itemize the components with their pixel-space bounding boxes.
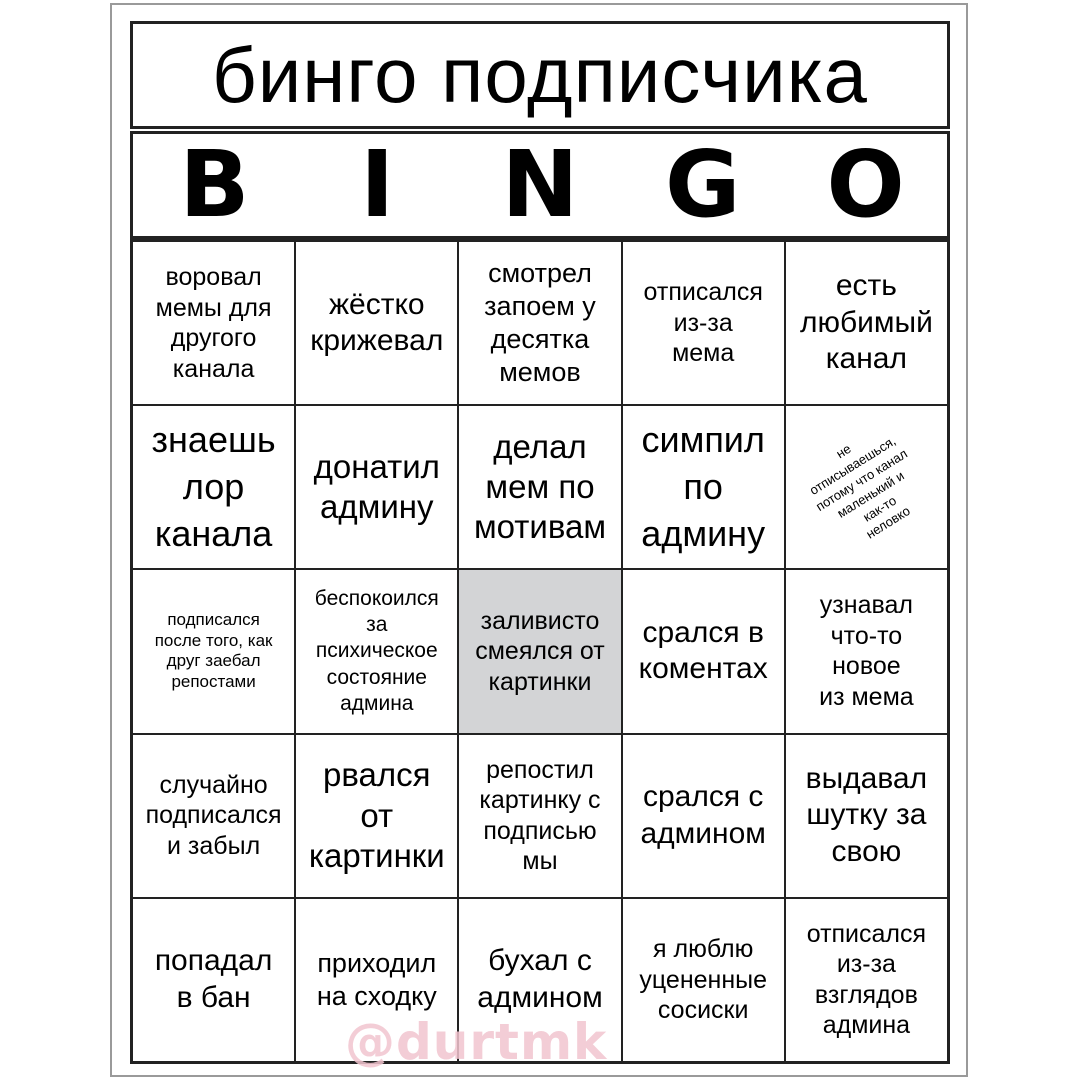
bingo-grid xyxy=(130,239,950,1064)
bingo-cell: отписался из-за мема xyxy=(622,241,785,405)
bingo-cell: рвался от картинки xyxy=(295,734,458,898)
bingo-cell: узнавал что-то новое из мема xyxy=(785,569,948,733)
bingo-cell: симпил по админу xyxy=(622,405,785,569)
bingo-cell: приходил на сходку xyxy=(295,898,458,1062)
bingo-cell: я люблю уцененные сосиски xyxy=(622,898,785,1062)
bingo-cell: попадал в бан xyxy=(132,898,295,1062)
bingo-cell: выдавал шутку за свою xyxy=(785,734,948,898)
bingo-header xyxy=(130,131,950,239)
bingo-cell: подписался после того, как друг заебал репостами xyxy=(132,569,295,733)
bingo-cell: отписался из-за взглядов админа xyxy=(785,898,948,1062)
bingo-cell: есть любимый канал xyxy=(785,241,948,405)
watermark: @durtmk xyxy=(345,1013,608,1071)
bingo-cell: донатил админу xyxy=(295,405,458,569)
letter-i: I xyxy=(360,131,395,238)
bingo-cell: бухал с админом xyxy=(458,898,621,1062)
bingo-cell: срался в коментах xyxy=(622,569,785,733)
bingo-cell xyxy=(785,405,948,569)
bingo-cell: смотрел запоем у десятка мемов xyxy=(458,241,621,405)
letter-g: G xyxy=(665,131,741,238)
bingo-cell: воровал мемы для другого канала xyxy=(132,241,295,405)
page-title: бинго подписчика xyxy=(212,31,868,119)
bingo-cell: случайно подписался и забыл xyxy=(132,734,295,898)
letter-o: O xyxy=(826,131,905,238)
bingo-cell: беспокоился за психическое состояние админа xyxy=(295,569,458,733)
title-box xyxy=(130,21,950,129)
letter-n: N xyxy=(501,131,579,238)
bingo-cell: репостил картинку с подписью мы xyxy=(458,734,621,898)
bingo-cell: срался с админом xyxy=(622,734,785,898)
letter-b: B xyxy=(179,131,250,238)
bingo-cell: знаешь лор канала xyxy=(132,405,295,569)
bingo-cell: жёстко крижевал xyxy=(295,241,458,405)
diagonal-text: не отписываешься, потому что канал маленький и как-то неловко xyxy=(806,432,913,542)
bingo-cell: делал мем по мотивам xyxy=(458,405,621,569)
free-cell: заливисто смеялся от картинки xyxy=(458,569,621,733)
